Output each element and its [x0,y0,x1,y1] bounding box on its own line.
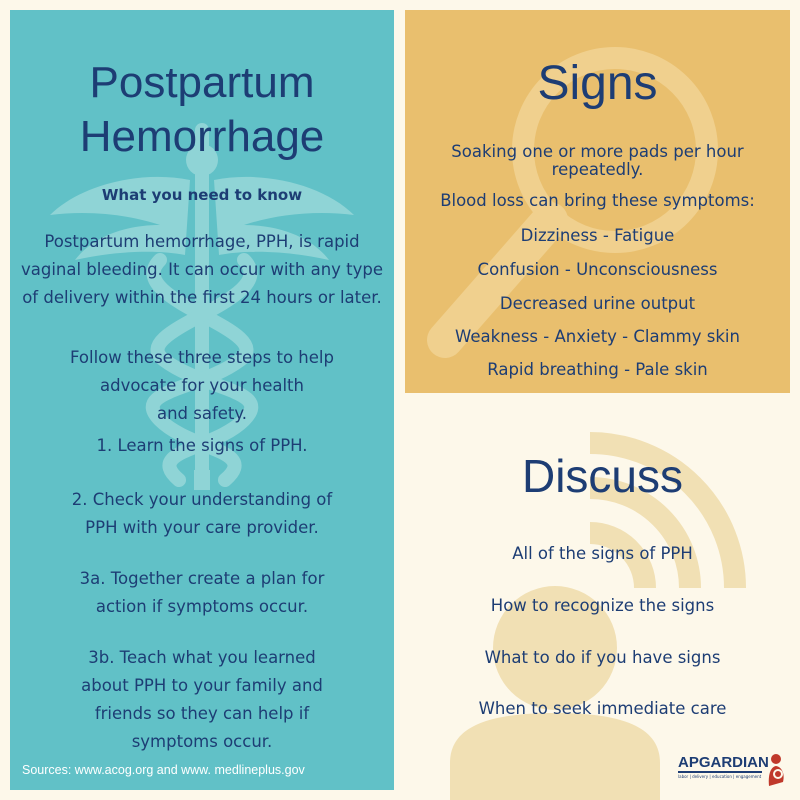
step-3b [20,644,384,756]
logo-divider [678,771,762,773]
discuss-item-3: What to do if you have signs [484,648,721,667]
discuss-item-1: All of the signs of PPH [512,544,693,563]
step-3a-line-2: action if symptoms occur. [95,597,309,616]
step-3a-line-1: 3a. Together create a plan for [79,569,325,588]
what-you-need-to-know-panel [10,10,394,790]
title-line-2: Hemorrhage [79,112,325,161]
follow-paragraph [20,344,384,428]
follow-line-3: and safety. [156,404,248,423]
step-2 [20,486,384,542]
discuss-panel [405,393,800,800]
mother-baby-logo-icon [764,752,788,786]
discuss-title: Discuss [521,450,684,502]
step-3b-line-3: friends so they can help if [94,704,310,723]
follow-line-2: advocate for your health [99,376,304,395]
signs-panel [405,10,790,393]
discuss-item-2: How to recognize the signs [490,596,715,615]
step-1: 1. Learn the signs of PPH. [96,436,308,455]
signs-line-5: Confusion - Unconsciousness [477,260,718,279]
sources-note: Sources: www.acog.org and www. medlineplus.gov [22,763,305,777]
step-3b-line-4: symptoms occur. [131,732,273,751]
signs-line-4: Dizziness - Fatigue [520,226,675,245]
signs-line-3: Blood loss can bring these symptoms: [440,191,755,210]
signs-line-6: Decreased urine output [499,294,696,313]
follow-line-1: Follow these three steps to help [70,348,334,367]
signs-title: Signs [537,57,658,110]
step-3b-line-2: about PPH to your family and [81,676,323,695]
intro-paragraph: Postpartum hemorrhage, PPH, is rapid vaginal bleeding. It can occur with any type of delivery within the first 24 hours or later. [20,232,384,307]
step-3b-line-1: 3b. Teach what you learned [88,648,316,667]
apgardian-logo [678,750,790,790]
title-line-1: Postpartum [89,58,315,107]
signs-line-7: Weakness - Anxiety - Clammy skin [455,327,740,346]
step-3a [20,565,384,621]
logo-name: APGARDIAN [678,754,769,771]
signs-line-2: repeatedly. [551,160,644,179]
signs-line-1: Soaking one or more pads per hour [451,142,744,161]
section-subtitle: What you need to know [101,186,303,204]
step-2-line-2: PPH with your care provider. [85,518,319,537]
logo-tagline: labor | delivery | education | engagement [678,774,762,779]
signs-line-8: Rapid breathing - Pale skin [487,360,708,379]
page-title [10,56,394,164]
step-2-line-1: 2. Check your understanding of [71,490,333,509]
discuss-item-4: When to seek immediate care [478,699,727,718]
left-panel [0,0,394,800]
